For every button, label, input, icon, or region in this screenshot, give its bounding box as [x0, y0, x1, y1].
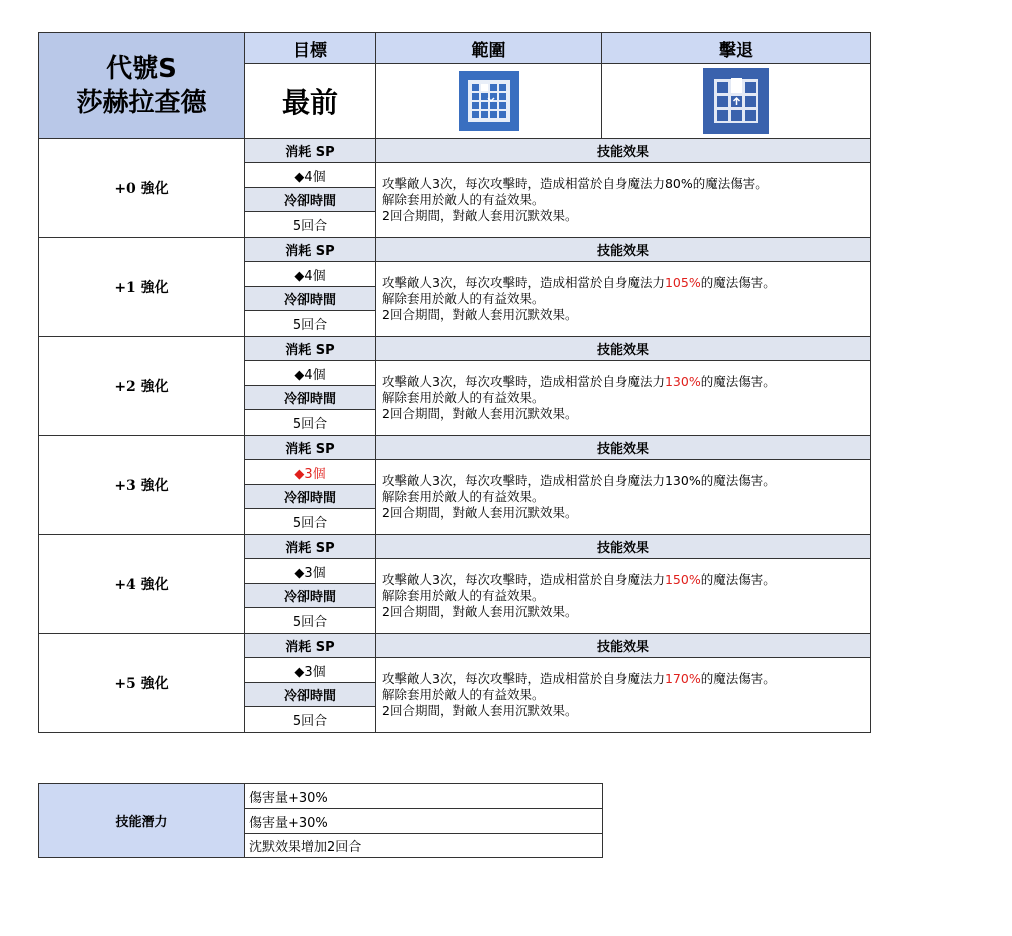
range-header: 範圍 [376, 33, 602, 64]
sp-count: 3個 [304, 565, 326, 581]
sp-label: 消耗 SP [245, 436, 376, 460]
effect-line-1 [382, 374, 870, 390]
effect-text [376, 361, 871, 436]
sp-label: 消耗 SP [245, 238, 376, 262]
cooldown-label: 冷卻時間 [245, 287, 376, 311]
sp-value [245, 460, 376, 485]
effect-line-3: 2回合期間，對敵人套用沉默效果。 [382, 505, 578, 520]
effect-line-1 [382, 572, 870, 588]
knockback-grid-icon [703, 68, 769, 134]
effect-line-1 [382, 176, 870, 192]
sp-count: 4個 [304, 367, 326, 383]
sp-marker: ◆ [294, 664, 305, 680]
effect-pre: 攻擊敵人3次，每次攻擊時，造成相當於自身魔法力 [382, 275, 665, 290]
effect-value: 170% [664, 671, 701, 686]
effect-pre: 攻擊敵人3次，每次攻擊時，造成相當於自身魔法力 [382, 176, 665, 191]
skill-name-line1: 代號S [106, 53, 177, 84]
effect-header: 技能效果 [376, 634, 871, 658]
sp-value [245, 163, 376, 188]
sp-label: 消耗 SP [245, 139, 376, 163]
cooldown-value: 5回合 [245, 311, 376, 337]
range-grid-icon [459, 71, 519, 131]
potential-value: 沈默效果增加2回合 [245, 834, 603, 858]
sp-count: 4個 [304, 169, 326, 185]
effect-text [376, 262, 871, 337]
effect-value: 105% [664, 275, 701, 290]
effect-post: 的魔法傷害。 [700, 275, 776, 290]
cooldown-label: 冷卻時間 [245, 386, 376, 410]
cooldown-value: 5回合 [245, 707, 376, 733]
skill-table [38, 32, 871, 733]
sp-count: 4個 [304, 268, 326, 284]
skill-name-cell [39, 33, 245, 139]
effect-post: 的魔法傷害。 [700, 572, 776, 587]
level-name: +0 強化 [39, 139, 245, 238]
sp-label: 消耗 SP [245, 337, 376, 361]
effect-pre: 攻擊敵人3次，每次攻擊時，造成相當於自身魔法力 [382, 572, 665, 587]
target-header: 目標 [245, 33, 376, 64]
effect-text [376, 460, 871, 535]
effect-line-2: 解除套用於敵人的有益效果。 [382, 192, 545, 207]
cooldown-value: 5回合 [245, 410, 376, 436]
effect-line-1 [382, 275, 870, 291]
effect-text [376, 163, 871, 238]
effect-line-3: 2回合期間，對敵人套用沉默效果。 [382, 604, 578, 619]
effect-pre: 攻擊敵人3次，每次攻擊時，造成相當於自身魔法力 [382, 473, 665, 488]
sp-value [245, 361, 376, 386]
effect-value: 130% [664, 374, 701, 389]
sp-marker: ◆ [294, 268, 305, 284]
range-cell [376, 64, 602, 139]
effect-line-2: 解除套用於敵人的有益效果。 [382, 687, 545, 702]
effect-header: 技能效果 [376, 535, 871, 559]
knockback-header: 擊退 [602, 33, 871, 64]
sp-marker: ◆ [294, 565, 305, 581]
skill-name-line2: 莎赫拉查德 [76, 87, 207, 118]
sp-count: 3個 [304, 664, 326, 680]
cooldown-label: 冷卻時間 [245, 584, 376, 608]
sp-marker: ◆ [294, 169, 305, 185]
potential-value: 傷害量+30% [245, 809, 603, 834]
cooldown-label: 冷卻時間 [245, 188, 376, 212]
sp-marker: ◆ [294, 466, 305, 482]
potential-label: 技能潛力 [39, 784, 245, 858]
sp-value [245, 559, 376, 584]
effect-text [376, 559, 871, 634]
knockback-cell [602, 64, 871, 139]
sp-count: 3個 [304, 466, 326, 482]
effect-post: 的魔法傷害。 [692, 176, 768, 191]
sp-value [245, 658, 376, 683]
level-name: +1 強化 [39, 238, 245, 337]
effect-line-3: 2回合期間，對敵人套用沉默效果。 [382, 307, 578, 322]
sp-label: 消耗 SP [245, 634, 376, 658]
target-value: 最前 [245, 64, 376, 139]
level-name: +4 強化 [39, 535, 245, 634]
sp-value [245, 262, 376, 287]
cooldown-label: 冷卻時間 [245, 683, 376, 707]
potential-table [38, 783, 603, 858]
level-name: +5 強化 [39, 634, 245, 733]
effect-pre: 攻擊敵人3次，每次攻擊時，造成相當於自身魔法力 [382, 374, 665, 389]
effect-post: 的魔法傷害。 [700, 671, 776, 686]
level-name: +3 強化 [39, 436, 245, 535]
effect-value: 80% [664, 176, 693, 191]
effect-line-3: 2回合期間，對敵人套用沉默效果。 [382, 208, 578, 223]
effect-value: 150% [664, 572, 701, 587]
effect-header: 技能效果 [376, 139, 871, 163]
effect-line-2: 解除套用於敵人的有益效果。 [382, 489, 545, 504]
effect-header: 技能效果 [376, 238, 871, 262]
potential-value: 傷害量+30% [245, 784, 603, 809]
effect-text [376, 658, 871, 733]
effect-pre: 攻擊敵人3次，每次攻擊時，造成相當於自身魔法力 [382, 671, 665, 686]
level-name: +2 強化 [39, 337, 245, 436]
effect-header: 技能效果 [376, 337, 871, 361]
effect-line-1 [382, 473, 870, 489]
cooldown-value: 5回合 [245, 509, 376, 535]
effect-line-1 [382, 671, 870, 687]
sp-label: 消耗 SP [245, 535, 376, 559]
effect-post: 的魔法傷害。 [700, 473, 776, 488]
effect-value: 130% [664, 473, 701, 488]
effect-line-3: 2回合期間，對敵人套用沉默效果。 [382, 406, 578, 421]
effect-line-3: 2回合期間，對敵人套用沉默效果。 [382, 703, 578, 718]
levels-body [39, 139, 871, 733]
sp-marker: ◆ [294, 367, 305, 383]
effect-header: 技能效果 [376, 436, 871, 460]
cooldown-value: 5回合 [245, 212, 376, 238]
cooldown-value: 5回合 [245, 608, 376, 634]
cooldown-label: 冷卻時間 [245, 485, 376, 509]
effect-line-2: 解除套用於敵人的有益效果。 [382, 291, 545, 306]
effect-post: 的魔法傷害。 [700, 374, 776, 389]
effect-line-2: 解除套用於敵人的有益效果。 [382, 390, 545, 405]
effect-line-2: 解除套用於敵人的有益效果。 [382, 588, 545, 603]
